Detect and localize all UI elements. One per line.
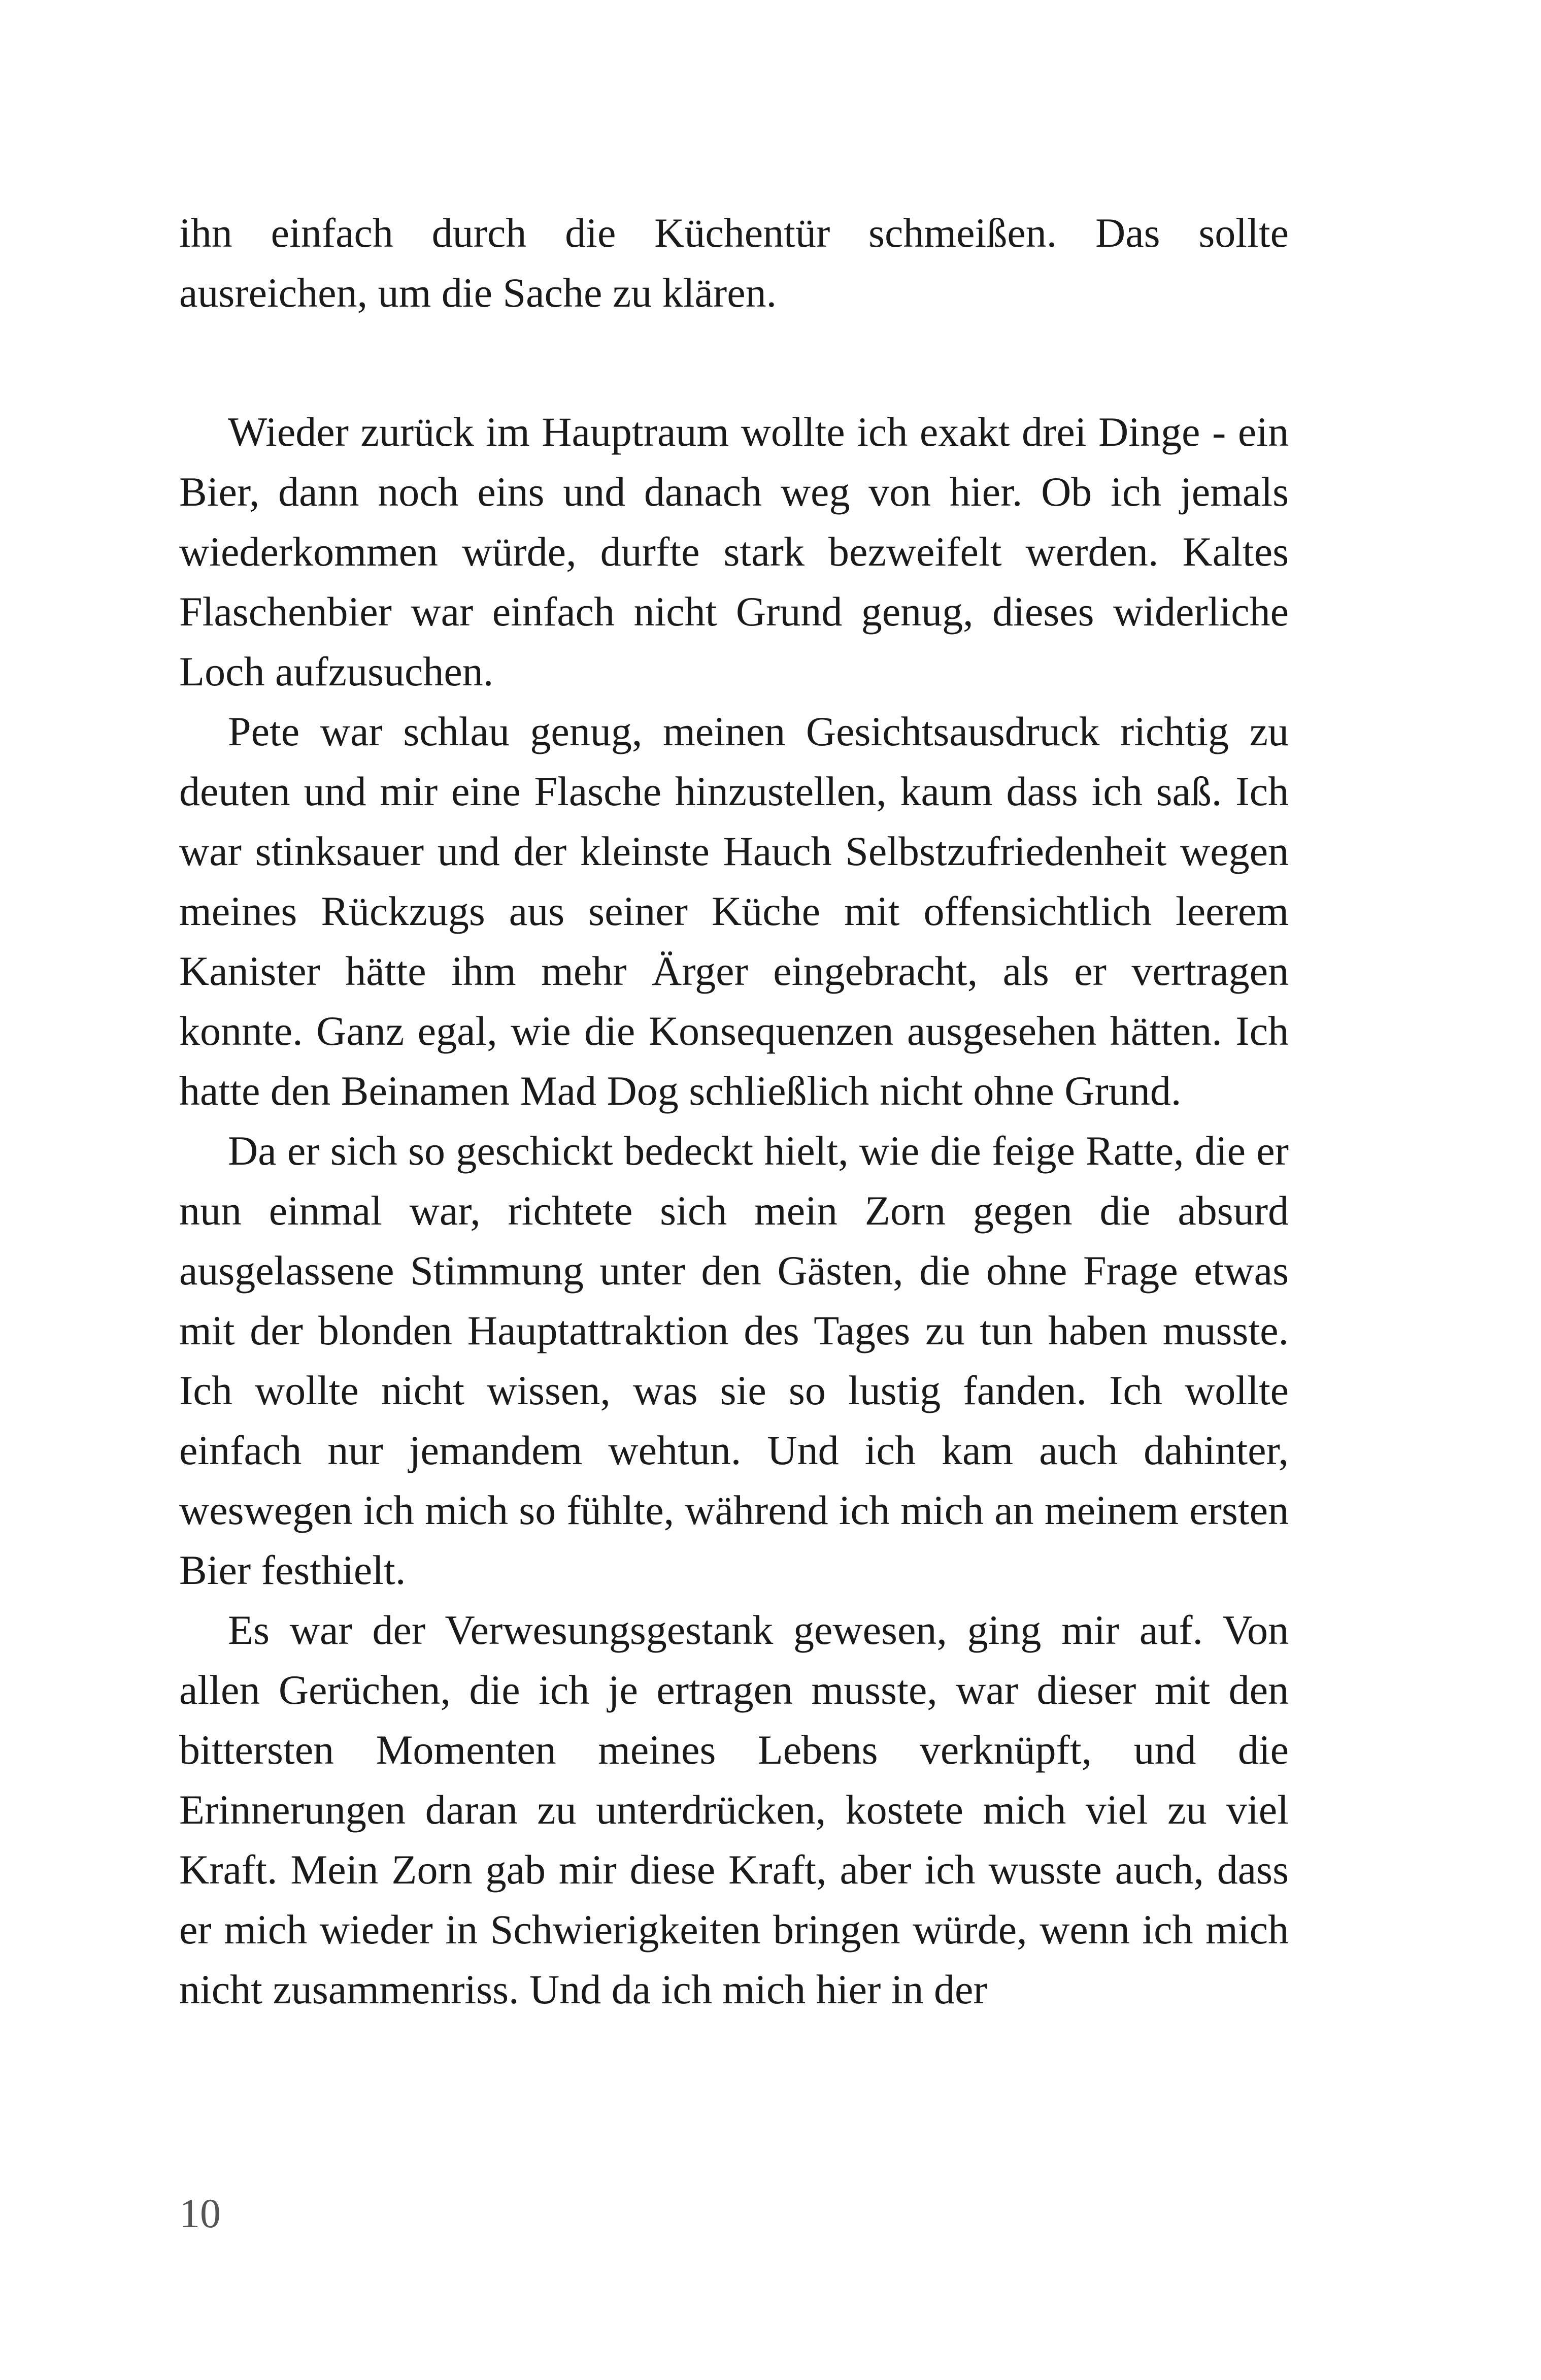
paragraph-continued: ihn einfach durch die Küchentür schmeißen. Das sollte ausreichen, um die Sache zu klären.	[179, 210, 1289, 316]
page-number: 10	[179, 2190, 221, 2236]
page-body	[179, 203, 1289, 2020]
paragraph: Da er sich so geschickt bedeckt hielt, wie die feige Ratte, die er nun einmal war, richtete sich mein Zorn gegen die absurd ausgelassene Stimmung unter den Gästen, die ohne Frage etwas mit der blonden Hauptattraktion des Tages zu tun haben musste. Ich wollte nicht wissen, was sie so lustig fanden. Ich wollte einfach nur jemandem wehtun. Und ich kam auch dahinter, weswegen ich mich so fühlte, während ich mich an meinem ersten Bier festhielt.	[179, 1128, 1289, 1593]
paragraph: Pete war schlau genug, meinen Gesichtsausdruck richtig zu deuten und mir eine Flasche hinzustellen, kaum dass ich saß. Ich war stinksauer und der kleinste Hauch Selbstzufriedenheit wegen meines Rückzugs aus seiner Küche mit offensichtlich leerem Kanister hätte ihm mehr Ärger eingebracht, als er vertragen konnte. Ganz egal, wie die Konsequenzen ausgesehen hätten. Ich hatte den Beinamen Mad Dog schließlich nicht ohne Grund.	[179, 708, 1289, 1114]
paragraph: Es war der Verwesungsgestank gewesen, ging mir auf. Von allen Gerüchen, die ich je ertragen musste, war dieser mit den bittersten Momenten meines Lebens verknüpft, und die Erinnerungen daran zu unterdrücken, kostete mich viel zu viel Kraft. Mein Zorn gab mir diese Kraft, aber ich wusste auch, dass er mich wieder in Schwierigkeiten bringen würde, wenn ich mich nicht zusammenriss. Und da ich mich hier in der	[179, 1607, 1289, 2012]
paragraph-scene-start: Wieder zurück im Hauptraum wollte ich exakt drei Dinge - ein Bier, dann noch eins und danach weg von hier. Ob ich jemals wiederkommen würde, durfte stark bezweifelt werden. Kaltes Flaschenbier war einfach nicht Grund genug, dieses widerliche Loch aufzusuchen.	[179, 409, 1289, 695]
